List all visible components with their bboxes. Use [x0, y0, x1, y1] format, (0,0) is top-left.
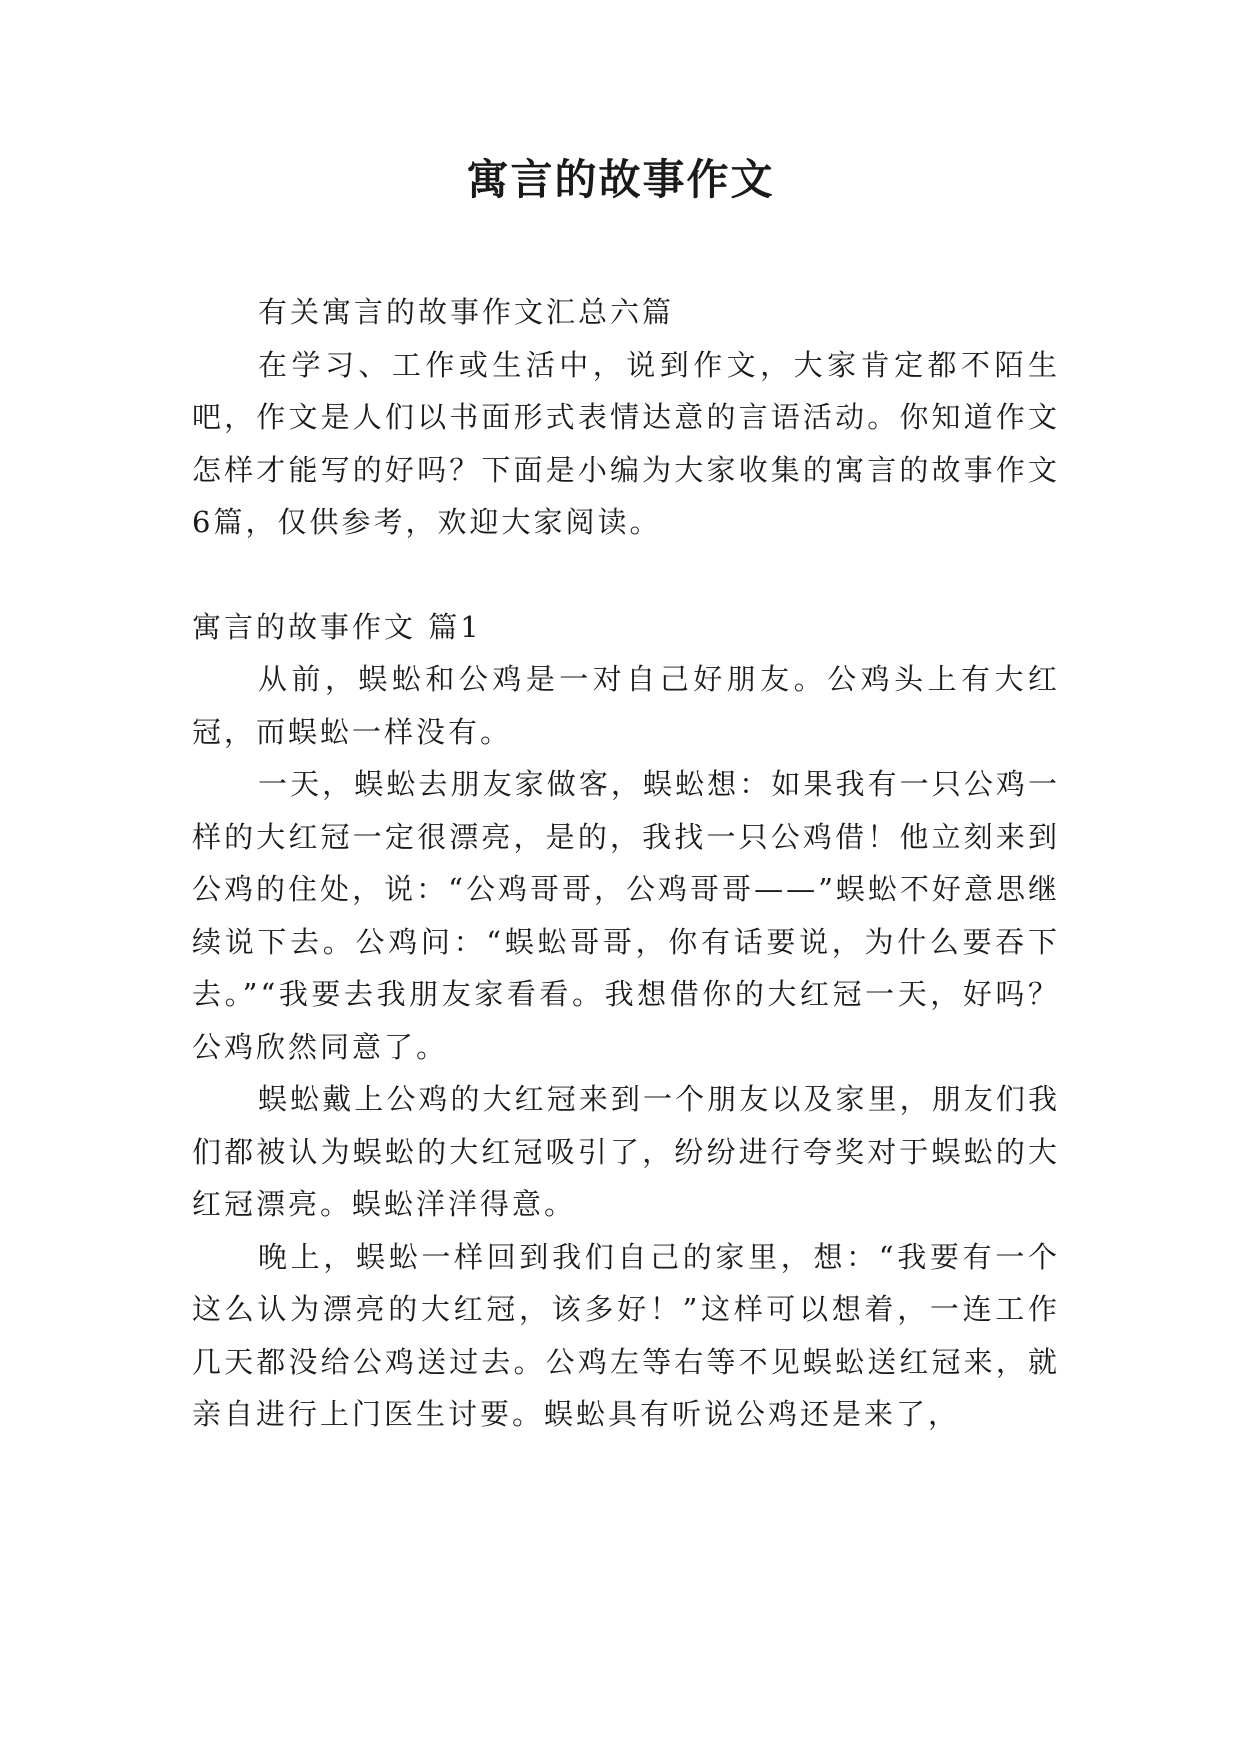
document-subtitle: 有关寓言的故事作文汇总六篇 [258, 295, 675, 329]
story-paragraph: 蜈蚣戴上公鸡的大红冠来到一个朋友以及家里，朋友们我们都被认为蜈蚣的大红冠吸引了，纷纷进行夸奖对于蜈蚣的大红冠漂亮。蜈蚣洋洋得意。 [192, 1082, 1060, 1221]
section-spacer [192, 549, 1060, 601]
document-body [192, 286, 1060, 1441]
story-paragraph: 一天，蜈蚣去朋友家做客，蜈蚣想：如果我有一只公鸡一样的大红冠一定很漂亮，是的，我找一只公鸡借！他立刻来到公鸡的住处，说：“公鸡哥哥，公鸡哥哥——”蜈蚣不好意思继续说下去。公鸡问：“蜈蚣哥哥，你有话要说，为什么要吞下去。”“我要去我朋友家看看。我想借你的大红冠一天，好吗？公鸡欣然同意了。 [192, 767, 1060, 1064]
story-paragraph: 从前，蜈蚣和公鸡是一对自己好朋友。公鸡头上有大红冠，而蜈蚣一样没有。 [192, 662, 1060, 749]
intro-paragraph: 在学习、工作或生活中，说到作文，大家肯定都不陌生吧，作文是人们以书面形式表情达意的言语活动。你知道作文怎样才能写的好吗？下面是小编为大家收集的寓言的故事作文6篇，仅供参考，欢迎大家阅读。 [192, 347, 1060, 539]
document-title: 寓言的故事作文 [466, 155, 775, 204]
section-heading: 寓言的故事作文 篇1 [192, 609, 482, 644]
story-paragraph: 晚上，蜈蚣一样回到我们自己的家里，想：“我要有一个这么认为漂亮的大红冠，该多好！”这样可以想着，一连工作几天都没给公鸡送过去。公鸡左等右等不见蜈蚣送红冠来，就亲自进行上门医生讨要。蜈蚣具有听说公鸡还是来了， [192, 1239, 1060, 1431]
